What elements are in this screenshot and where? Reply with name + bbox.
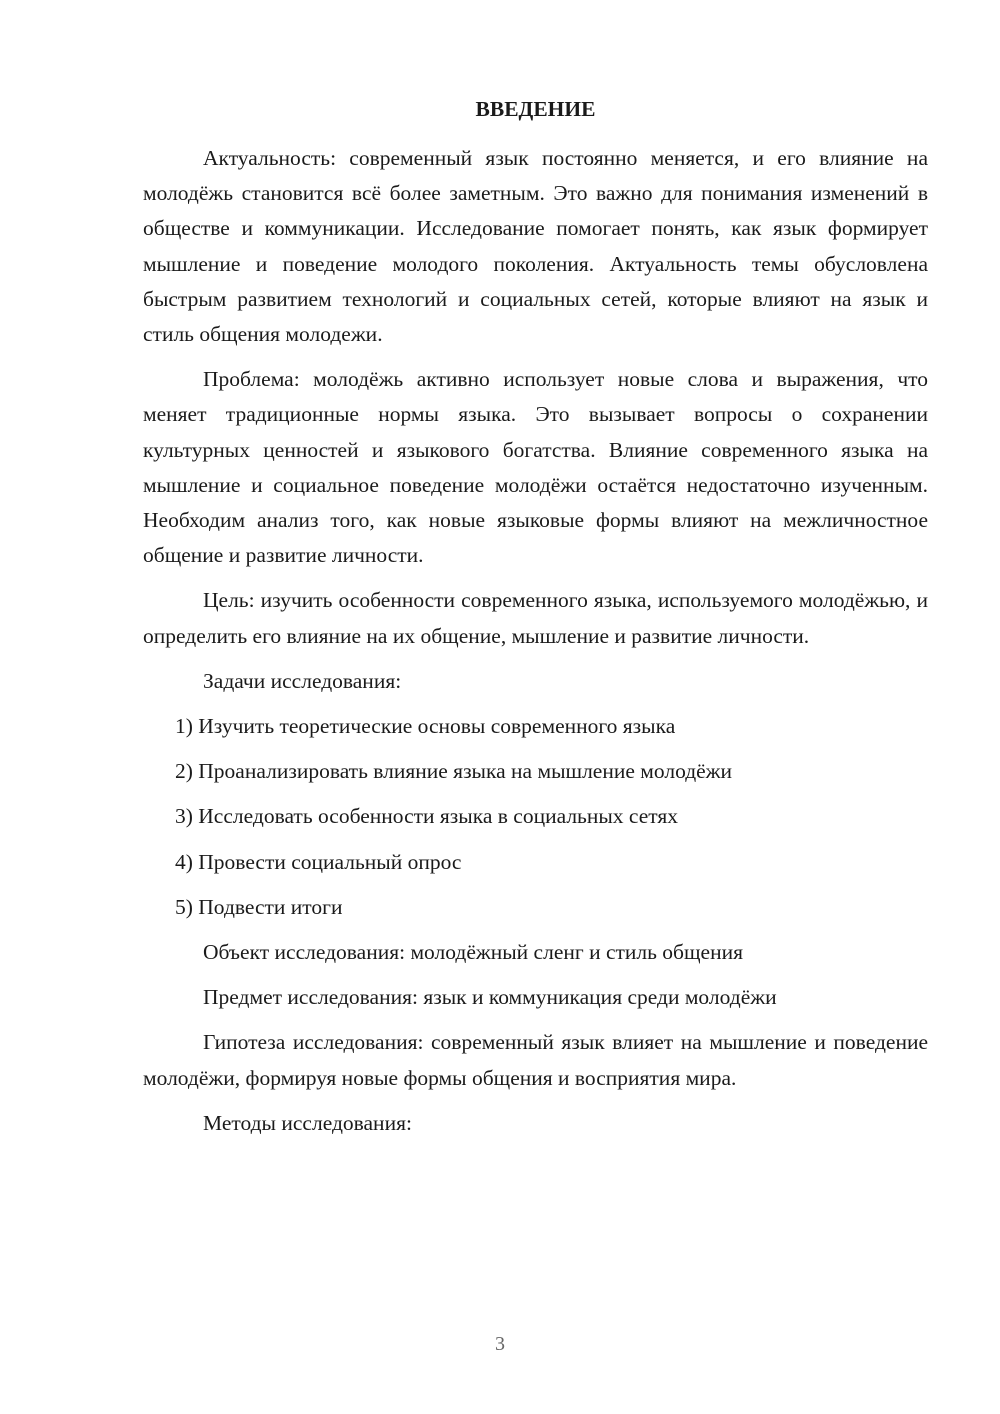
paragraph-problem: Проблема: молодёжь активно использует новые слова и выражения, что меняет традиционные нормы языка. Это вызывает вопросы о сохранении культурных ценностей и языкового богатства. Влияние современного языка на мышление и социальное поведение молодёжи остаётся недостаточно изученным. Необходим анализ того, как новые языковые формы влияют на межличностное общение и развитие личности. bbox=[143, 367, 928, 568]
page-title: ВВЕДЕНИЕ bbox=[475, 97, 596, 121]
research-object: Объект исследования: молодёжный сленг и стиль общения bbox=[203, 940, 743, 965]
research-hypothesis: Гипотеза исследования: современный язык влияет на мышление и поведение молодёжи, формируя новые формы общения и восприятия мира. bbox=[143, 1030, 928, 1090]
list-item: 3) Исследовать особенности языка в социальных сетях bbox=[175, 804, 679, 829]
list-item: 1) Изучить теоретические основы современного языка bbox=[175, 714, 676, 739]
paragraph-relevance: Актуальность: современный язык постоянно меняется, и его влияние на молодёжь становится всё более заметным. Это важно для понимания изменений в обществе и коммуникации. Исследование помогает понять, как язык формирует мышление и поведение молодого поколения. Актуальность темы обусловлена быстрым развитием технологий и социальных сетей, которые влияют на язык и стиль общения молодежи. bbox=[143, 146, 928, 347]
research-subject: Предмет исследования: язык и коммуникация среди молодёжи bbox=[203, 985, 777, 1010]
methods-heading: Методы исследования: bbox=[203, 1110, 412, 1135]
list-item: 5) Подвести итоги bbox=[175, 894, 343, 919]
list-item: 2) Проанализировать влияние языка на мышление молодёжи bbox=[175, 759, 733, 784]
list-item: 4) Провести социальный опрос bbox=[175, 849, 462, 874]
tasks-list bbox=[143, 709, 928, 925]
paragraph-goal: Цель: изучить особенности современного языка, используемого молодёжью, и определить его влияние на их общение, мышление и развитие личности. bbox=[143, 588, 928, 648]
tasks-heading: Задачи исследования: bbox=[203, 668, 402, 693]
page-number: 3 bbox=[495, 1333, 505, 1355]
document-page bbox=[143, 92, 928, 1151]
